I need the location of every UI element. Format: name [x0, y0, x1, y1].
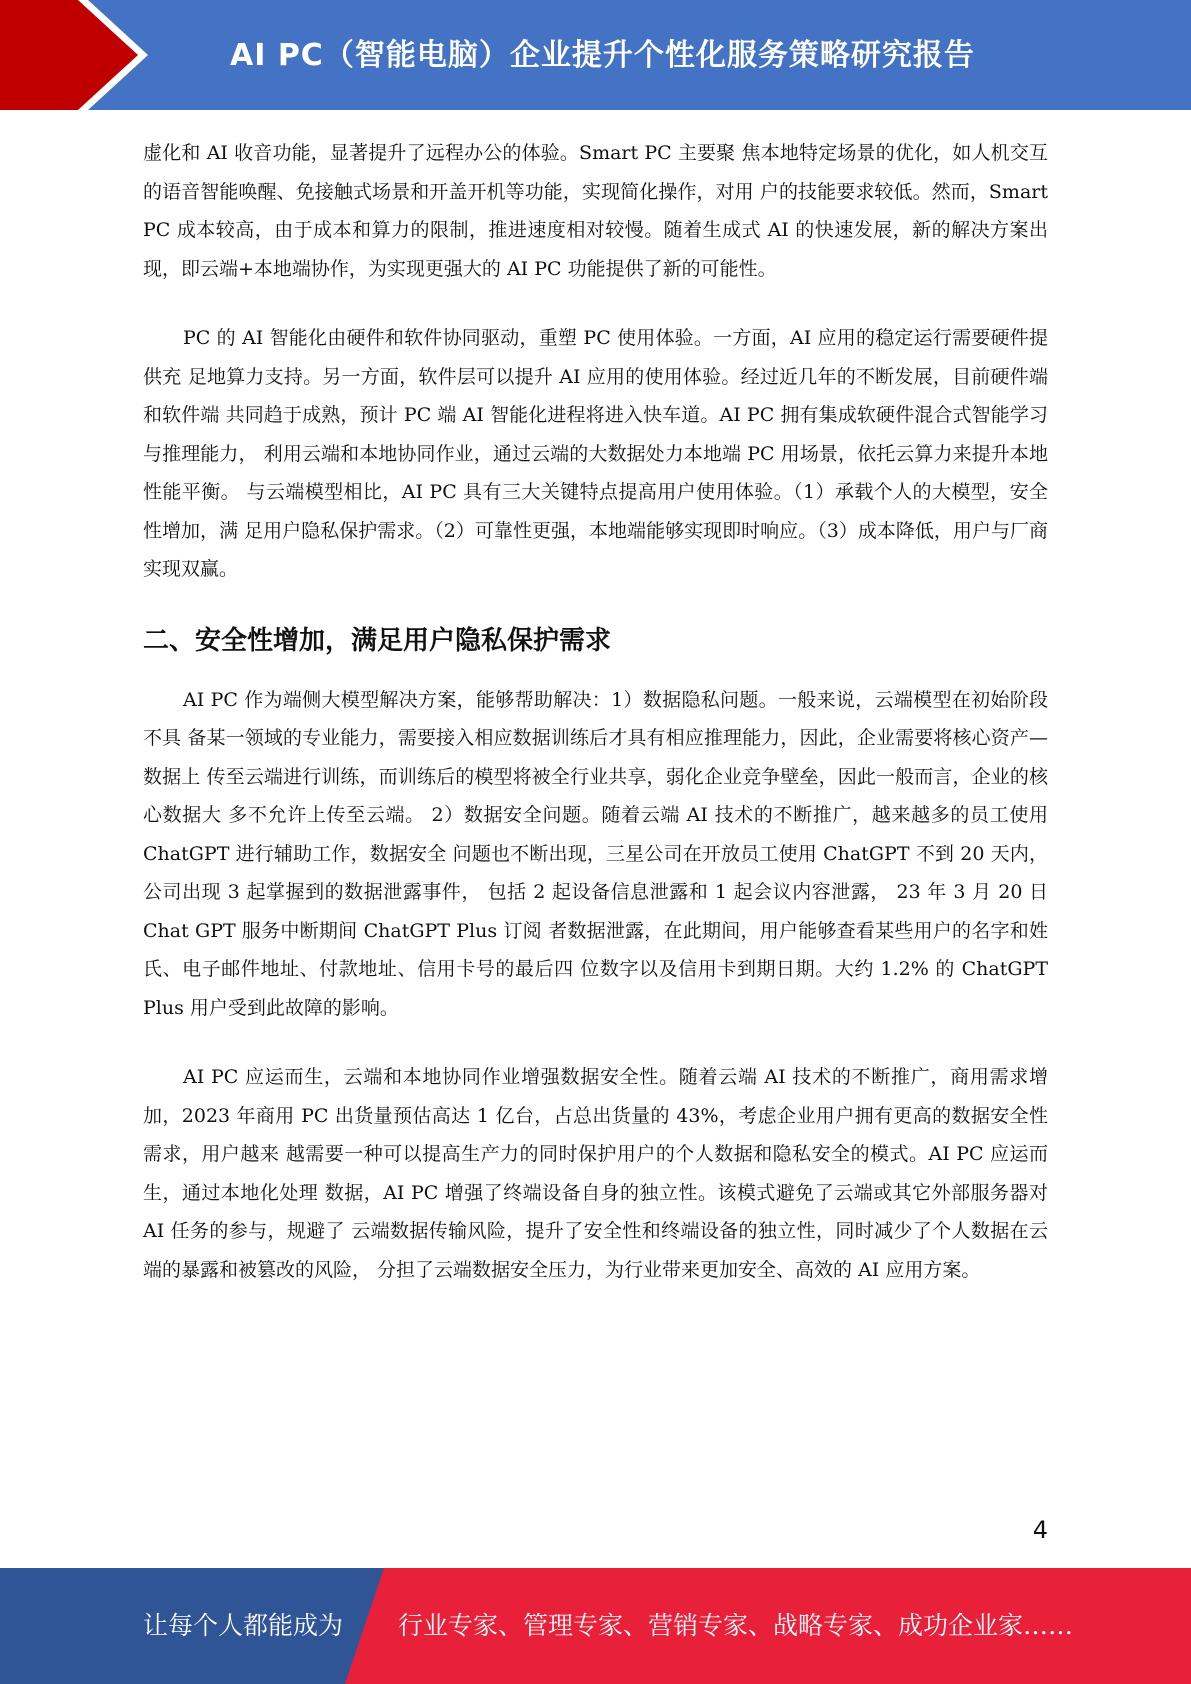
footer-slogan-right: 行业专家、管理专家、营销专家、战略专家、成功企业家……	[398, 1611, 1074, 1640]
document-body	[143, 134, 1048, 1289]
paragraph-data-privacy: AI PC 作为端侧大模型解决方案，能够帮助解决：1）数据隐私问题。一般来说，云端模型在初始阶段不具 备某一领域的专业能力，需要接入相应数据训练后才具有相应推理能力，因此，企业需要将核心资产—数据上 传至云端进行训练，而训练后的模型将被全行业共享，弱化企业竞争壁垒，因此一般而言，企业的核心数据大 多不允许上传至云端。 2）数据安全问题。随着云端 AI 技术的不断推广，越来越多的员工使用 ChatGPT 进行辅助工作，数据安全 问题也不断出现，三星公司在开放员工使用 ChatGPT 不到 20 天内，公司出现 3 起掌握到的数据泄露事件， 包括 2 起设备信息泄露和 1 起会议内容泄露， 23 年 3 月 20 日 Chat GPT 服务中断期间 ChatGPT Plus 订阅 者数据泄露，在此期间，用户能够查看某些用户的名字和姓氏、电子邮件地址、付款地址、信用卡号的最后四 位数字以及信用卡到期日期。大约 1.2% 的 ChatGPT Plus 用户受到此故障的影响。	[143, 688, 1048, 1019]
page-number: 4	[1032, 1516, 1048, 1544]
footer-slogan-left: 让每个人都能成为	[143, 1611, 344, 1640]
report-title: AI PC（智能电脑）企业提升个性化服务策略研究报告	[230, 38, 975, 73]
paragraph-intro: 虚化和 AI 收音功能，显著提升了远程办公的体验。Smart PC 主要聚 焦本地特定场景的优化，如人机交互的语音智能唤醒、免接触式场景和开盖开机等功能，实现简化操作，对用 户的技能要求较低。然而，Smart PC 成本较高，由于成本和算力的限制，推进速度相对较慢。随着生成式 AI 的快速发展，新的解决方案出现，即云端+本地端协作，为实现更强大的 AI PC 功能提供了新的可能性。	[143, 142, 1048, 280]
page-footer	[0, 1568, 1191, 1684]
section-heading: 二、安全性增加，满足用户隐私保护需求	[143, 625, 612, 656]
paragraph-data-security: AI PC 应运而生，云端和本地协同作业增强数据安全性。随着云端 AI 技术的不断推广，商用需求增加，2023 年商用 PC 出货量预估高达 1 亿台，占总出货量的 43%，考虑企业用户拥有更高的数据安全性需求，用户越来 越需要一种可以提高生产力的同时保护用户的个人数据和隐私安全的模式。AI PC 应运而生，通过本地化处理 数据，AI PC 增强了终端设备自身的独立性。该模式避免了云端或其它外部服务器对 AI 任务的参与，规避了 云端数据传输风险，提升了安全性和终端设备的独立性，同时减少了个人数据在云端的暴露和被篡改的风险， 分担了云端数据安全压力，为行业带来更加安全、高效的 AI 应用方案。	[143, 1066, 1048, 1281]
page-header	[0, 0, 1191, 110]
paragraph-ai-hardware-software: PC 的 AI 智能化由硬件和软件协同驱动，重塑 PC 使用体验。一方面，AI 应用的稳定运行需要硬件提供充 足地算力支持。另一方面，软件层可以提升 AI 应用的使用体验。经过近几年的不断发展，目前硬件端和软件端 共同趋于成熟，预计 PC 端 AI 智能化进程将进入快车道。AI PC 拥有集成软硬件混合式智能学习与推理能力， 利用云端和本地协同作业，通过云端的大数据处力本地端 PC 用场景，依托云算力来提升本地性能平衡。 与云端模型相比，AI PC 具有三大关键特点提高用户使用体验。（1）承载个人的大模型，安全性增加，满 足用户隐私保护需求。（2）可靠性更强，本地端能够实现即时响应。（3）成本降低，用户与厂商实现双赢。	[143, 327, 1048, 580]
